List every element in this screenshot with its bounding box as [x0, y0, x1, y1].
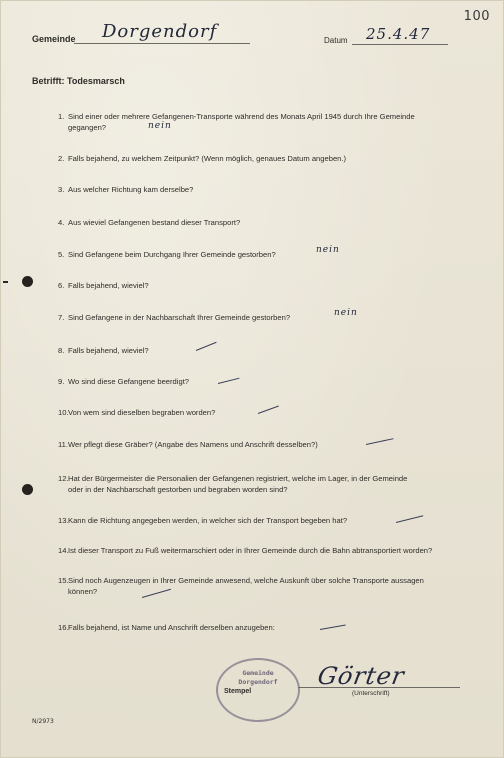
question-number: 9. — [58, 377, 65, 386]
datum-line — [352, 44, 448, 45]
question-11 — [58, 440, 466, 451]
question-number: 12. — [58, 474, 69, 483]
question-number: 10. — [58, 408, 69, 417]
question-text: Sind einer oder mehrere Gefangenen-Transporte während des Monats April 1945 durch Ihre Gemeinde — [68, 112, 415, 121]
stempel-label: Stempel — [224, 688, 252, 695]
punch-hole — [22, 484, 33, 495]
page-number: 100 — [463, 9, 490, 24]
question-text: Wer pflegt diese Gräber? (Angabe des Namens und Anschrift desselben?) — [68, 440, 318, 449]
signature: Görter — [315, 662, 407, 690]
answer-7: nein — [334, 308, 358, 318]
question-text: Falls bejahend, zu welchem Zeitpunkt? (Wenn möglich, genaues Datum angeben.) — [68, 154, 347, 163]
stamp-text-line1: Gemeinde — [242, 669, 274, 677]
question-number: 13. — [58, 516, 69, 525]
question-number: 11. — [58, 440, 68, 449]
question-4 — [58, 218, 466, 229]
answer-5: nein — [316, 245, 340, 255]
question-text: Ist dieser Transport zu Fuß weitermarschiert oder in Ihrer Gemeinde durch die Bahn abtransportiert worden? — [68, 546, 433, 555]
gemeinde-value: Dorgendorf — [102, 21, 218, 42]
question-text-cont: können? — [68, 586, 98, 596]
question-number: 6. — [58, 281, 65, 290]
datum-label: Datum — [324, 36, 348, 45]
question-text: Von wem sind dieselben begraben worden? — [68, 408, 216, 417]
question-8 — [58, 346, 466, 357]
question-number: 3. — [58, 185, 65, 194]
gemeinde-label: Gemeinde — [32, 34, 76, 44]
subject-line: Betrifft: Todesmarsch — [32, 76, 125, 86]
question-6 — [58, 281, 466, 292]
question-text: Kann die Richtung angegeben werden, in welcher sich der Transport begeben hat? — [68, 516, 348, 525]
question-9 — [58, 377, 466, 388]
margin-tick — [3, 281, 8, 283]
question-7 — [58, 313, 466, 324]
unterschrift-label: (Unterschrift) — [352, 690, 390, 697]
question-1 — [58, 112, 466, 133]
question-2 — [58, 154, 466, 165]
stamp-text-line2: Dorgendorf — [238, 678, 278, 686]
question-16 — [58, 623, 466, 634]
question-text-cont: gegangen? — [68, 122, 107, 132]
question-number: 2. — [58, 154, 65, 163]
question-15 — [58, 576, 466, 597]
question-text: Sind Gefangene beim Durchgang Ihrer Gemeinde gestorben? — [68, 250, 276, 259]
question-12 — [58, 474, 466, 495]
question-number: 7. — [58, 313, 65, 322]
question-text: Falls bejahend, wieviel? — [68, 281, 149, 290]
question-number: 4. — [58, 218, 65, 227]
datum-value: 25.4.47 — [366, 25, 431, 43]
question-number: 5. — [58, 250, 65, 259]
question-number: 8. — [58, 346, 65, 355]
signature-line — [298, 687, 460, 688]
question-text: Falls bejahend, wieviel? — [68, 346, 149, 355]
question-text: Aus welcher Richtung kam derselbe? — [68, 185, 194, 194]
punch-hole — [22, 276, 33, 287]
gemeinde-line — [74, 43, 250, 44]
question-text-cont: oder in der Nachbarschaft gestorben und begraben worden sind? — [68, 484, 288, 494]
question-text: Hat der Bürgermeister die Personalien der Gefangenen registriert, welche im Lager, in der Gemeinde — [68, 474, 408, 483]
question-text: Wo sind diese Gefangene beerdigt? — [68, 377, 190, 386]
question-14 — [58, 546, 466, 557]
question-10 — [58, 408, 466, 419]
question-text: Falls bejahend, ist Name und Anschrift derselben anzugeben: — [68, 623, 275, 632]
question-text: Aus wieviel Gefangenen bestand dieser Transport? — [68, 218, 241, 227]
question-text: Sind noch Augenzeugen in Ihrer Gemeinde anwesend, welche Auskunft über solche Transporte aussagen — [68, 576, 424, 585]
question-13 — [58, 516, 466, 527]
question-number: 1. — [58, 112, 65, 121]
question-3 — [58, 185, 466, 196]
question-number: 16. — [58, 623, 69, 632]
question-5 — [58, 250, 466, 261]
question-text: Sind Gefangene in der Nachbarschaft Ihrer Gemeinde gestorben? — [68, 313, 291, 322]
answer-1: nein — [148, 121, 172, 131]
question-number: 14. — [58, 546, 69, 555]
form-code: N/2973 — [32, 718, 54, 725]
question-number: 15. — [58, 576, 69, 585]
